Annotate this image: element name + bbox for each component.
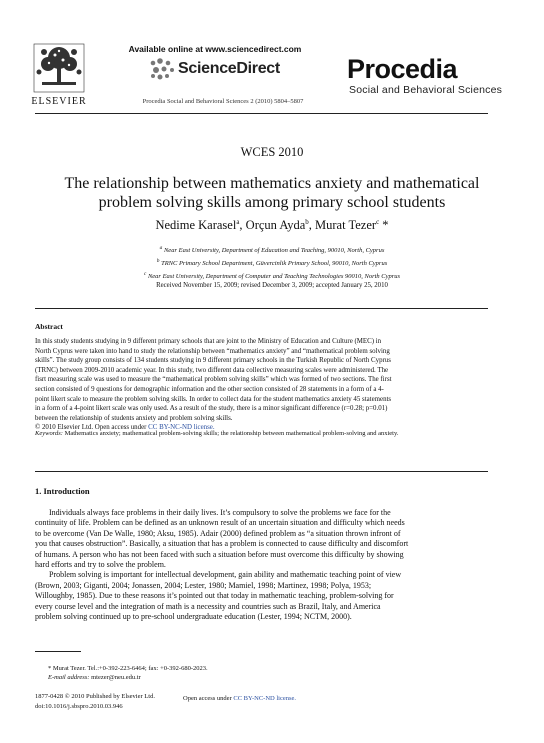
author-sup: c [376,218,380,226]
keywords-label: Keywords: [35,430,63,437]
footer-license-link[interactable]: CC BY-NC-ND license. [233,695,297,702]
abstract-line: (TRNC) between 2009-2010 academic year. In this study, two different data collective measuring scales were administered. The [35,366,389,374]
body-line: to be overcome (Van De Walle, 1980; Aksu, 1985). Adair (2000) defined problem as “a situation thrown infront of [35,528,401,538]
paper-title-line-2: problem solving skills among primary school students [98,194,446,211]
paper-title [0,174,544,212]
procedia-subtitle: Social and Behavioral Sciences [349,84,503,96]
author-sup: a [236,218,240,226]
paper-title-line-1: The relationship between mathematics anxiety and mathematical [64,175,480,192]
footnote [48,664,208,682]
footnote-contact: * Murat Tezer. Tel.:+0-392-223-6464; fax: +0-392-680-2023. [48,665,208,672]
body-line: Willoughby, 1985). Due to these reasons it’s pointed out that today in mathematic teaching, problem-solving for [35,591,394,601]
footnote-email-line [48,673,208,682]
abstract-line: North Cyprus were taken into hand to study the relationship between “mathematics anxiety” and “mathematical problem solving [35,347,390,355]
body-line: (Brown, 2003; Giganti, 2004; Jonassen, 2004; Lester, 1980; Mamiel, 1998; Martinez, 1998; Polya, 1953; [35,580,372,590]
abstract-line: point likert scale to measure the problem solving skills. In order to collect data for the student mathematics anxiety 45 statements [35,395,392,403]
author-separator: , [239,218,246,233]
journal-reference: Procedia Social and Behavioral Sciences 2 (2010) 5804–5807 [142,98,304,105]
sciencedirect-dots-icon [148,57,178,81]
email-label: E-mail address: [48,674,90,681]
elsevier-wordmark: ELSEVIER [31,96,87,107]
body-line: continuity of life. Problem can be defined as an unknown result of an uncertain situation and difficulty which needs [35,518,405,528]
elsevier-logo [30,42,88,108]
email-address: mtezer@neu.edu.tr [89,674,141,681]
abstract-heading: Abstract [35,322,63,331]
license-link[interactable]: CC BY-NC-ND license. [148,424,215,432]
conference-name: WCES 2010 [240,145,304,159]
issn-line: 1877-0428 © 2010 Published by Elsevier Ltd. [35,693,155,700]
header-rule [35,113,488,114]
section-heading: 1. Introduction [35,486,90,496]
affiliation-item: $^c$ Near East University, Department of Computer and Teaching Technologies 90010, North Cyprus [143,271,401,281]
keywords [35,430,495,437]
footer-open-access [183,695,296,702]
author-name: Murat Tezer [315,218,377,233]
footnote-rule [35,651,81,652]
affiliation-item: $^a$ Near East University, Department of Education and Teaching, 90010, North, Cyprus [159,245,385,255]
received-dates: Received November 15, 2009; revised December 3, 2009; accepted January 25, 2010 [156,282,388,289]
open-access-text: Open access under [183,695,234,702]
abstract-top-rule [35,308,488,309]
affiliation-item: $^b$ TRNC Primary School Department, Güvercinlik Primary School, 90010, North Cyprus [156,258,388,268]
abstract-line: In this study students studying in 9 different primary schools that are joint to the Ministry of Education and Culture (MEC) in [35,338,382,345]
corresponding-star: * [379,218,389,233]
abstract-line: section consisted of 9 questions for demographic information and the other section consisted of 28 statements in a form of a 4- [35,385,384,393]
abstract-line: between the relationship of students anxiety and problem solving skills. [35,414,233,422]
body-line: you that causes obstruction”. Basically, a situation that has a problem is connected to cause difficulty and discomfort [35,539,409,549]
doi-line: doi:10.1016/j.sbspro.2010.03.946 [35,703,123,710]
author-name: Nedime Karasel [155,218,237,233]
body-line: hard efforts and try to solve the problem. [35,560,166,570]
abstract-bottom-rule [35,471,488,472]
author-sup: b [305,218,309,226]
author-list [0,218,544,233]
introduction-body [35,508,488,622]
abstract-line: skills”. The study group consists of 134 students studying in 9 different primary schools in the Turkish Republic of North Cyprus [35,357,391,365]
body-line: Individuals always face problems in their daily lives. It’s compulsory to solve the problems we face for the [49,508,391,517]
author-name: Orçun Ayda [245,218,306,233]
body-line: of humans. A person who has not been faced with such a situation before must overcome this difficulty by showing [35,549,404,559]
abstract-line: fisrt measuring scale was used to measure the “mathematical problem solving skills” which was formed of two sections. The first [35,376,392,384]
body-line: Problem solving is important for intellectual development, gain ability and mathematic teaching point of view [49,570,402,580]
body-line: every course level and the integration of math is a necessity and countries such as Brazil, Italy, and America [35,601,381,611]
abstract-body [35,337,488,433]
elsevier-tree-icon [30,42,88,96]
sciencedirect-wordmark: ScienceDirect [178,60,280,77]
available-online: Available online at www.sciencedirect.com [128,44,302,54]
footer-left [35,692,155,712]
sciencedirect-logo [148,57,298,83]
body-line: problem solving continued up to pre-school undergraduate education (Lester, 1994; NCTM, 2000). [35,612,352,622]
affiliations [0,243,544,282]
procedia-logo: Procedia [347,54,458,84]
abstract-line: in a form of a 4-point likert scale was only used. As a result of the study, there is a minor significant difference (r=0.28; p=0.01) [35,405,388,413]
copyright-text: © 2010 Elsevier Ltd. Open access under [35,424,149,432]
author-separator: , [308,218,316,233]
keywords-text: Mathematics anxiety; mathematical problem-solving skills; the relationship between mathematical problem-solving and anxiety. [62,430,399,437]
